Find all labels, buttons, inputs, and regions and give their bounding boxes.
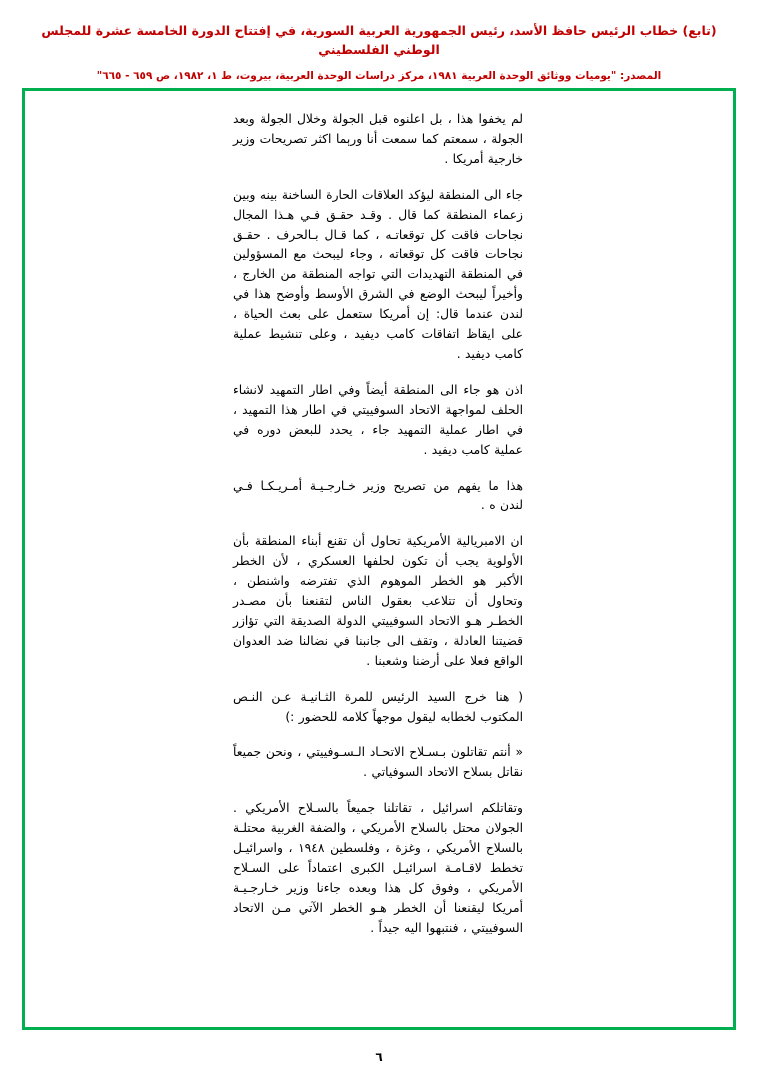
paragraph: اذن هو جاء الى المنطقة أيضاً وفي اطار التمهيد لانشاء الحلف لمواجهة الاتحاد السوفييتي في اطار هذا التمهيد ، في اطار عملية التمهيد جاء ، يحدد للبعض دوره في عملية كامب ديفيد . bbox=[233, 382, 523, 457]
document-header bbox=[0, 0, 758, 90]
paragraph-quote: « أنتم تقاتلون بـسـلاح الاتحـاد الـسـوفييتي ، ونحن جميعاً نقاتل بسلاح الاتحاد السوفياتي . bbox=[233, 745, 523, 780]
page-number: ٦ bbox=[375, 1050, 383, 1064]
paragraph: هذا ما يفهم من تصريح وزير خـارجـيـة أمـريـكـا فـي لندن ه . bbox=[233, 478, 523, 513]
paragraph-quote: وتقاتلكم اسرائيل ، تقاتلنا جميعاً بالسـلاح الأمريكي . الجولان محتل بالسلاح الأمريكي ، والضفة الغربية محتلـة بالسلاح الأمريكي ، وغزة ، وفلسطين ١٩٤٨ ، واسرائيـل تخطط لاقـامـة اسرائيـل الكبرى اعتماداً على السـلاح الأمريكي ، وفوق كل هذا وبعده جاءنا وزير خـارجـيـة أمريكا ليقنعنا أن الخطر هـو الخطر الآتي مـن الاتحاد السوفييتي ، فنتبهوا اليه جيداً . bbox=[233, 801, 523, 935]
paragraph: ان الامبريالية الأمريكية تحاول أن تقنع أبناء المنطقة بأن الأولوية يجب أن تكون لحلفها العسكري ، لأن الخطر الأكبر هو الخطر الموهوم الذي تفترضه واشنطن ، وتحاول أن تتلاعب بعقول الناس لتقنعنا بأن مصـدر الخطـر هـو الاتحاد السوفييتي الدولة الصديقة التي تؤازر قضيتنا العادلة ، وتقف الى جانبنا في نضالنا ضد العدوان الواقع فعلا على أرضنا وشعبنا . bbox=[233, 534, 523, 668]
paragraph: لم يخفوا هذا ، بل اعلنوه قبل الجولة وخلال الجولة وبعد الجولة ، سمعتم كما سمعت أنا ورٻما اكثر تصريحات وزير خارجية أمريكا . bbox=[233, 112, 523, 166]
source-line: المصدر: "يوميات ووثائق الوحدة العربية ١٩٨١، مركز دراسات الوحدة العربية، بيروت، ط ١، ١٩٨٢، ص ٦٥٩ - ٦٦٥" bbox=[96, 69, 662, 82]
text-column bbox=[233, 110, 523, 939]
document-body bbox=[0, 110, 758, 1018]
paragraph: جاء الى المنطقة ليؤكد العلاقات الحارة الساخنة بينه وبين زعماء المنطقة كما قال . وقـد حقـق فـي هـذا المجال نجاحات فاقت كل توقعاتـه ، كما قـال بـالحرف . حقـق نجاحات فاقت كل توقعاته ، وجاء ليبحث مع المسؤولين في المنطقة التهديدات التي تواجه المنطقة من الخارج ، وأخيراً ليبحث الوضع في الشرق الأوسط وأوضح هذا في لندن عندما قال: إن أمريكا ستعمل على بعث الحياة ، على ايقاظ اتفاقات كامب ديفيد ، وعلى تنشيط عملية كامب ديفيد . bbox=[233, 187, 523, 361]
page-title: (تابع) خطاب الرئيس حافظ الأسد، رئيس الجمهورية العربية السورية، في إفتتاح الدورة الخامسة عشرة للمجلس الوطني الفلسطيني bbox=[41, 23, 717, 57]
paragraph-stage-direction: ( هنا خرج السيد الرئيس للمرة الثـانيـة عـن النـص المكتوب لخطابه ليقول موجهاً كلامه للحضور :) bbox=[233, 689, 523, 724]
